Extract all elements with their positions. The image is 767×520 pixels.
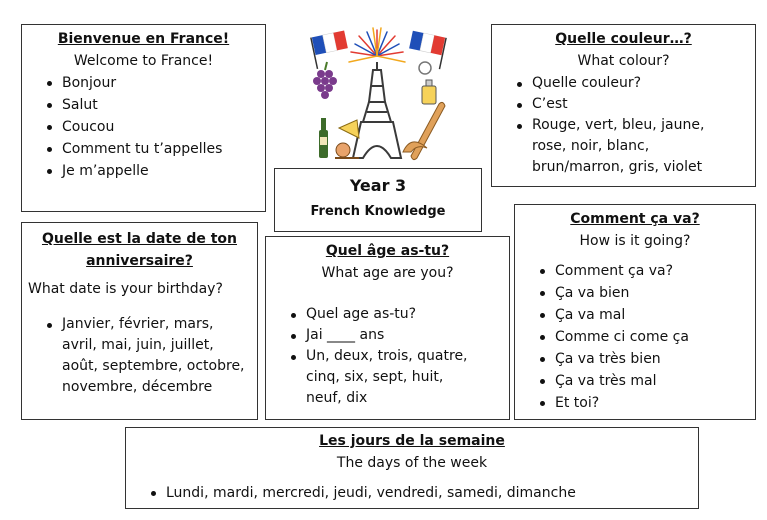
list-item: Comme ci come ça	[555, 326, 755, 348]
section-subtitle: The days of the week	[336, 455, 488, 471]
list-item: Coucou	[62, 116, 265, 138]
wine-bottle-icon	[319, 118, 328, 158]
section-cava	[514, 204, 756, 420]
list-item: C’est	[532, 94, 755, 115]
section-year	[274, 168, 482, 232]
list-item: Quel age as-tu?	[306, 304, 509, 325]
section-subtitle: Welcome to France!	[73, 53, 214, 69]
french-flag-icon	[311, 31, 351, 69]
list-item: Quelle couleur?	[532, 73, 755, 94]
phrase-list	[492, 73, 755, 178]
list-item: Salut	[62, 94, 265, 116]
french-flag-icon	[406, 31, 446, 69]
page-subtitle: French Knowledge	[310, 204, 446, 219]
section-subtitle: What colour?	[577, 53, 670, 69]
phrase-list	[515, 260, 755, 414]
phrase-list	[266, 304, 509, 409]
section-title: Quelle couleur…?	[555, 31, 692, 47]
month-list	[22, 314, 257, 398]
section-date	[21, 222, 258, 420]
section-subtitle: What age are you?	[321, 265, 454, 281]
section-title: Bienvenue en France!	[57, 31, 230, 47]
baguette-icon	[411, 102, 445, 159]
section-title: Quel âge as-tu?	[325, 243, 450, 259]
perfume-icon	[419, 62, 436, 104]
firework-icon	[349, 28, 405, 62]
list-item: Je m’appelle	[62, 160, 265, 182]
list-item: Ça va très mal	[555, 370, 755, 392]
france-illustration	[307, 22, 449, 162]
list-item: Jai ____ ans	[306, 325, 509, 346]
section-couleur	[491, 24, 756, 187]
list-item: Et toi?	[555, 392, 755, 414]
list-item: Ça va très bien	[555, 348, 755, 370]
list-item: Janvier, février, mars, avril, mai, juin, juillet, août, septembre, octobre, novembre, décembre	[62, 314, 257, 398]
list-item: Un, deux, trois, quatre, cinq, six, sept, huit, neuf, dix	[306, 346, 509, 409]
list-item: Bonjour	[62, 72, 265, 94]
list-item: Rouge, vert, bleu, jaune, rose, noir, blanc, brun/marron, gris, violet	[532, 115, 755, 178]
list-item: Ça va bien	[555, 282, 755, 304]
section-title-line2: anniversaire?	[86, 253, 193, 269]
phrase-list	[22, 72, 265, 182]
section-jours	[125, 427, 699, 509]
section-age	[265, 236, 510, 420]
section-title: Comment ça va?	[570, 211, 700, 227]
section-title: Les jours de la semaine	[319, 433, 505, 449]
section-subtitle: What date is your birthday?	[28, 281, 223, 297]
page-title: Year 3	[349, 176, 407, 195]
list-item: Comment ça va?	[555, 260, 755, 282]
day-list	[126, 482, 698, 504]
list-item: Comment tu t’appelles	[62, 138, 265, 160]
cheese-icon	[339, 120, 359, 138]
section-subtitle: How is it going?	[579, 233, 691, 249]
section-bienvenue	[21, 24, 266, 212]
list-item: Ça va mal	[555, 304, 755, 326]
eiffel-tower-icon	[353, 62, 401, 158]
list-item: Lundi, mardi, mercredi, jeudi, vendredi, samedi, dimanche	[166, 482, 698, 504]
section-title-line1: Quelle est la date de ton	[41, 231, 238, 247]
